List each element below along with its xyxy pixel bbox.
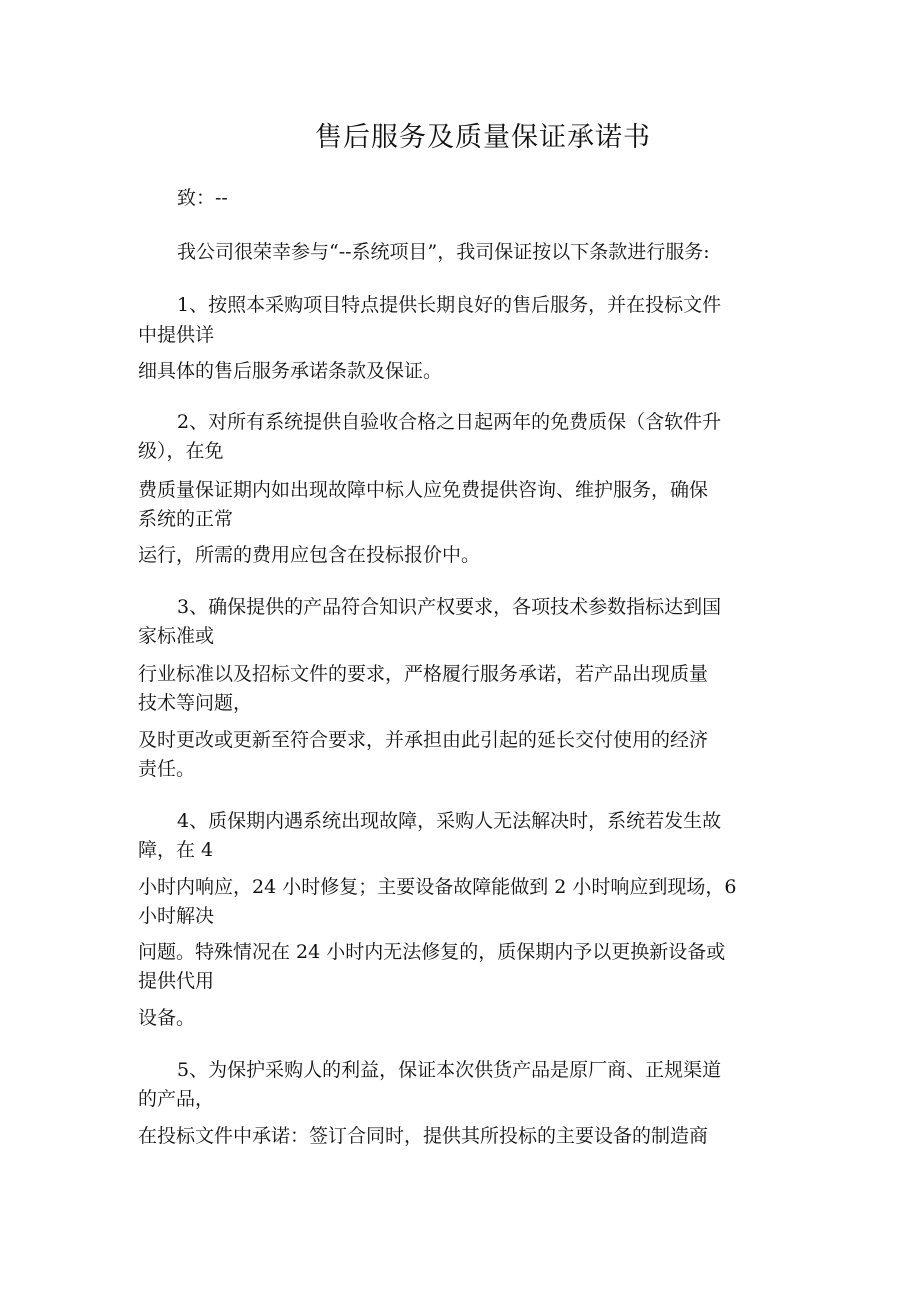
clause-line: 的产品， — [138, 1088, 215, 1110]
clause-line: 设备。 — [138, 1007, 196, 1029]
clause-line: 5、为保护采购人的利益，保证本次供货产品是原厂商、正规渠道 — [177, 1059, 722, 1081]
clause-line: 小时解决 — [138, 905, 215, 927]
clause-line: 提供代用 — [138, 970, 215, 992]
clause-line: 小时内响应，24 小时修复；主要设备故障能做到 2 小时响应到现场，6 — [138, 876, 737, 898]
clause-line: 3、确保提供的产品符合知识产权要求，各项技术参数指标达到国 — [177, 596, 722, 618]
clause-line: 中提供详 — [138, 324, 215, 346]
clause-line: 费质量保证期内如出现故障中标人应免费提供咨询、维护服务，确保 — [138, 479, 709, 501]
salutation: 致：-- — [177, 187, 228, 209]
clause-line: 运行，所需的费用应包含在投标报价中。 — [138, 544, 481, 566]
intro-paragraph: 我公司很荣幸参与“--系统项目”，我司保证按以下条款进行服务: — [177, 241, 710, 263]
clause-line: 级），在免 — [138, 440, 224, 462]
clause-line: 在投标文件中承诺：签订合同时，提供其所投标的主要设备的制造商 — [138, 1125, 709, 1147]
clause-line: 问题。特殊情况在 24 小时内无法修复的，质保期内予以更换新设备或 — [138, 941, 726, 963]
clause-line: 1、按照本采购项目特点提供长期良好的售后服务，并在投标文件 — [177, 294, 722, 316]
clause-line: 行业标准以及招标文件的要求，严格履行服务承诺，若产品出现质量 — [138, 663, 709, 685]
clause-line: 4、质保期内遇系统出现故障，采购人无法解决时，系统若发生故 — [177, 810, 722, 832]
clause-line: 细具体的售后服务承诺条款及保证。 — [138, 360, 443, 382]
clause-line: 技术等问题， — [138, 692, 253, 714]
clause-line: 2、对所有系统提供自验收合格之日起两年的免费质保（含软件升 — [177, 411, 722, 433]
clause-line: 责任。 — [138, 758, 196, 780]
clause-line: 障，在 4 — [138, 839, 214, 861]
clause-line: 系统的正常 — [138, 508, 234, 530]
clause-line: 及时更改或更新至符合要求，并承担由此引起的延长交付使用的经济 — [138, 729, 709, 751]
clause-line: 家标准或 — [138, 625, 215, 647]
document-title: 售后服务及质量保证承诺书 — [315, 122, 651, 153]
